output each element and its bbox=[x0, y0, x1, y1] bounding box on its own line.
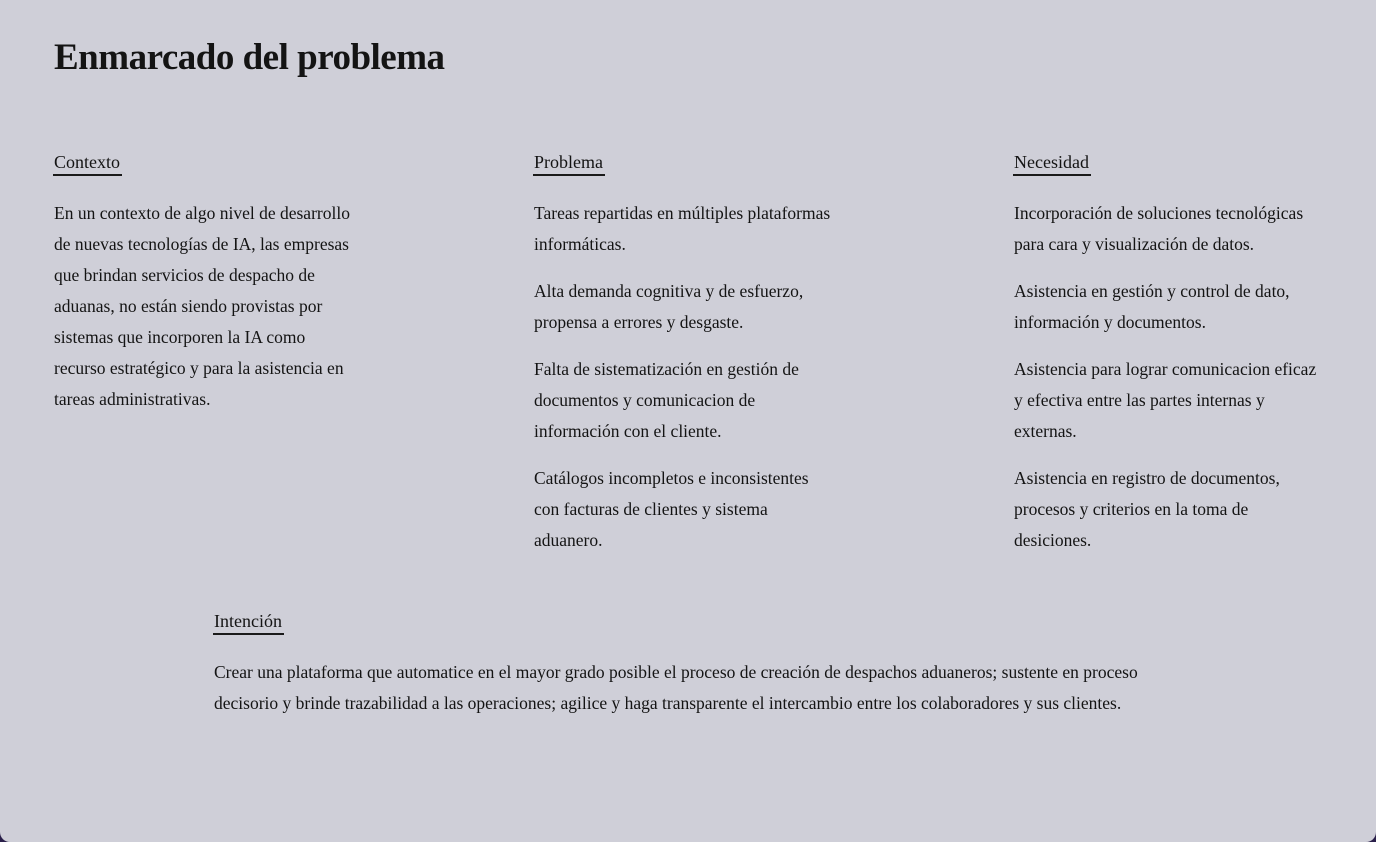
section-problema bbox=[534, 152, 834, 572]
paragraph: Alta demanda cognitiva y de esfuerzo, propensa a errores y desgaste. bbox=[534, 281, 804, 332]
paragraph: Catálogos incompletos e inconsistentes con facturas de clientes y sistema aduanero. bbox=[534, 468, 809, 550]
section-contexto bbox=[54, 152, 359, 431]
paragraph: Falta de sistematización en gestión de documentos y comunicacion de información con el cliente. bbox=[534, 359, 799, 441]
paragraph: Incorporación de soluciones tecnológicas para cara y visualización de datos. bbox=[1014, 203, 1304, 254]
paragraph: Asistencia en gestión y control de dato, información y documentos. bbox=[1014, 281, 1290, 332]
paragraph: Crear una plataforma que automatice en el mayor grado posible el proceso de creación de despachos aduaneros; sustente en proceso decisorio y brinde trazabilidad a las operaciones; agilice y haga transparente el intercambio entre los colaboradores y sus clientes. bbox=[214, 662, 1138, 713]
section-heading: Necesidad bbox=[1013, 152, 1091, 176]
paragraph: Tareas repartidas en múltiples plataformas informáticas. bbox=[534, 203, 831, 254]
page-title: Enmarcado del problema bbox=[54, 37, 445, 78]
section-heading: Problema bbox=[533, 152, 605, 176]
section-heading: Intención bbox=[213, 611, 284, 635]
paragraph: Asistencia en registro de documentos, procesos y criterios en la toma de desiciones. bbox=[1014, 468, 1280, 550]
paragraph: Asistencia para lograr comunicacion eficaz y efectiva entre las partes internas y externas. bbox=[1014, 359, 1317, 441]
section-intencion bbox=[214, 611, 1174, 735]
section-necesidad bbox=[1014, 152, 1329, 572]
section-heading: Contexto bbox=[53, 152, 122, 176]
paragraph: En un contexto de algo nivel de desarrollo de nuevas tecnologías de IA, las empresas que brindan servicios de despacho de aduanas, no están siendo provistas por sistemas que incorporen la IA como recurso estratégico y para la asistencia en tareas administrativas. bbox=[54, 203, 350, 409]
